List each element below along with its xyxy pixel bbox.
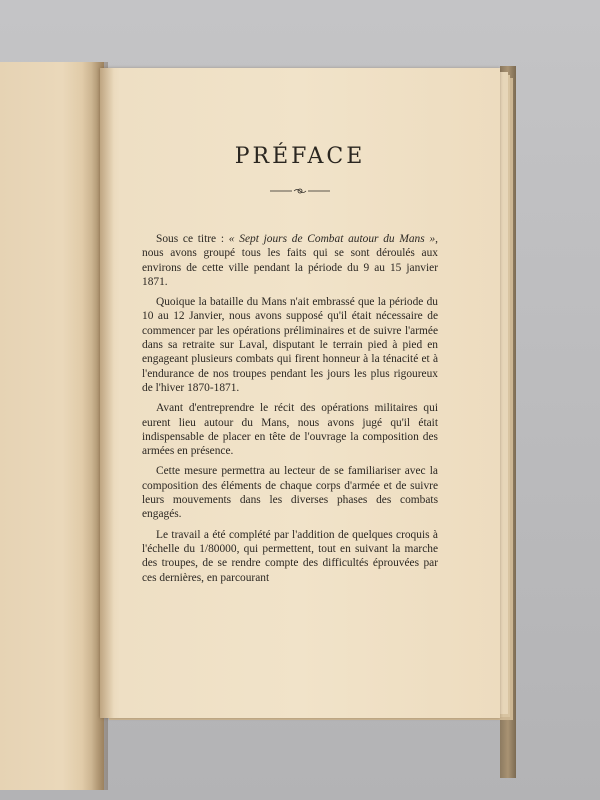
- paragraph-1-prefix: Sous ce titre :: [156, 233, 229, 245]
- preface-text: [142, 232, 438, 591]
- paragraph-1-rest: , nous avons groupé tous les faits qui se sont déroulés aux environs de cette ville pendant la période du 9 au 15 janvier 1871.: [142, 233, 438, 288]
- preface-title: PRÉFACE: [234, 144, 366, 169]
- page-gutter: [100, 68, 114, 718]
- paragraph-2: Quoique la bataille du Mans n'ait embrassé que la période du 10 au 12 Janvier, nous avons supposé qu'il était nécessaire de commencer par les opérations préliminaires et de suivre l'armée dans sa retraite sur Laval, disputant le terrain pied à pied en engageant plusieurs combats qui firent honneur à la ténacité et à l'endurance de nos troupes pendant les jours les plus rigoureux de l'hiver 1870-1871.: [142, 296, 438, 394]
- paragraph-3: Avant d'entreprendre le récit des opérations militaires qui eurent lieu autour du Mans, nous avons jugé qu'il était indispensable de placer en tête de l'ouvrage la composition des armées en présence.: [142, 402, 438, 458]
- paragraph-5: Le travail a été complété par l'addition de quelques croquis à l'échelle du 1/80000, qui permettent, tout en suivant la marche des troupes, de se rendre compte des difficultés éprouvées par ces dernières, en parcourant: [142, 528, 438, 584]
- paragraph-4: Cette mesure permettra au lecteur de se familiariser avec la composition des éléments de chaque corps d'armée et de suivre leurs mouvements dans les diverses phases des combats engagés.: [142, 465, 438, 521]
- book-title: « Sept jours de Combat autour du Mans »: [228, 233, 436, 245]
- paragraph-1: [142, 232, 438, 289]
- ornament-divider-icon: [268, 186, 332, 196]
